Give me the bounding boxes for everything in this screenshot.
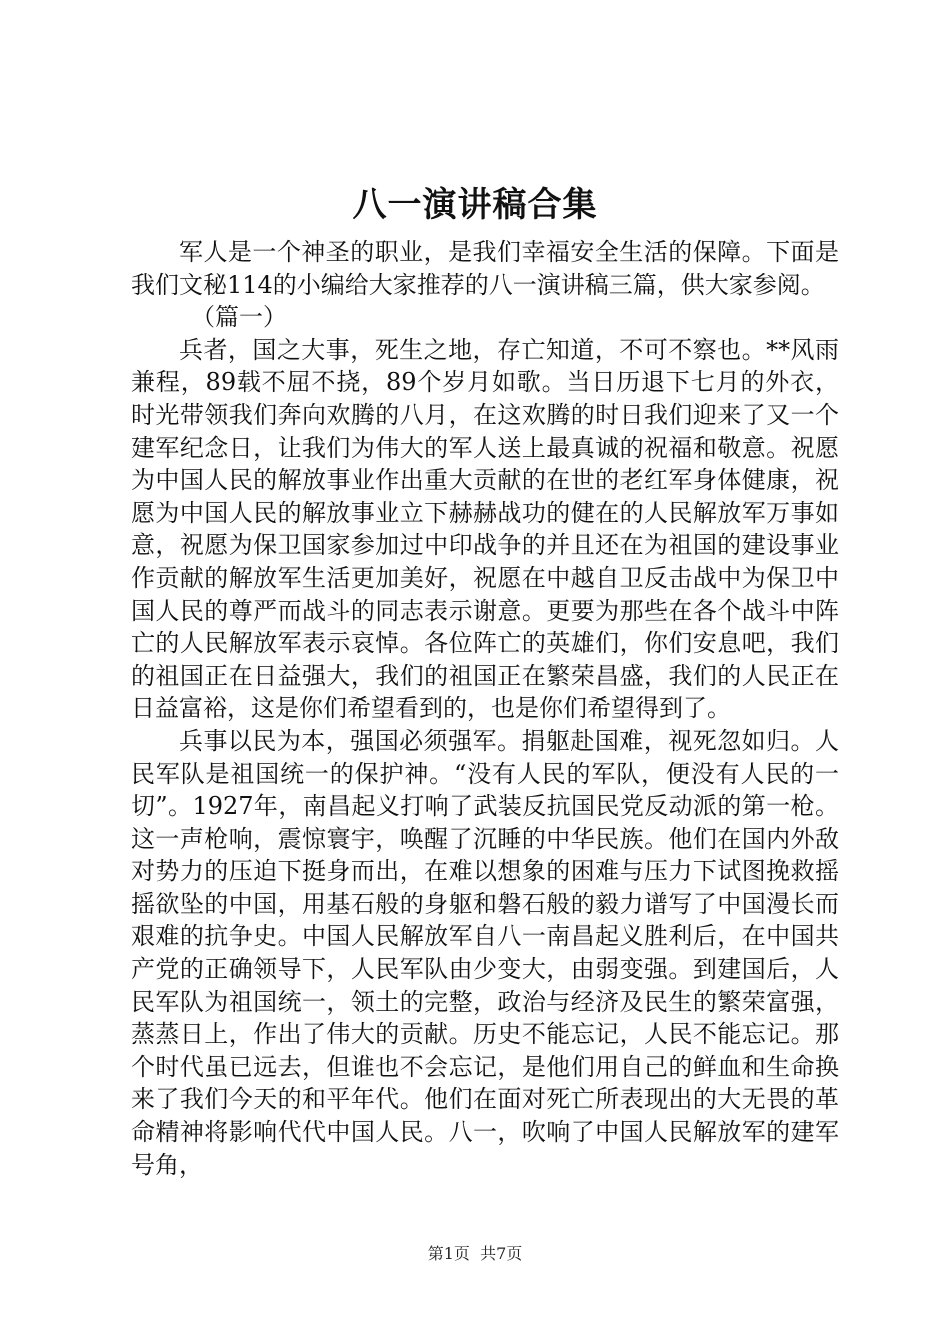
page-footer [0, 1243, 950, 1265]
body-paragraph: 兵者，国之大事，死生之地，存亡知道，不可不察也。**风雨兼程，89载不屈不挠，89个岁月如歌。当日历退下七月的外衣，时光带领我们奔向欢腾的八月，在这欢腾的时日我们迎来了又一个建军纪念日，让我们为伟大的军人送上最真诚的祝福和敬意。祝愿为中国人民的解放事业作出重大贡献的在世的老红军身体健康，祝愿为中国人民的解放事业立下赫赫战功的健在的人民解放军万事如意，祝愿为保卫国家参加过中印战争的并且还在为祖国的建设事业作贡献的解放军生活更加美好，祝愿在中越自卫反击战中为保卫中国人民的尊严而战斗的同志表示谢意。更要为那些在各个战斗中阵亡的人民解放军表示哀悼。各位阵亡的英雄们，你们安息吧，我们的祖国正在日益强大，我们的祖国正在繁荣昌盛，我们的人民正在日益富裕，这是你们希望看到的，也是你们希望得到了。 [131, 335, 839, 723]
document-title: 八一演讲稿合集 [352, 185, 598, 225]
body-paragraph: 兵事以民为本，强国必须强军。捐躯赴国难，视死忽如归。人民军队是祖国统一的保护神。“没有人民的军队，便没有人民的一切”。1927年，南昌起义打响了武装反抗国民党反动派的第一枪。这一声枪响，震惊寰宇，唤醒了沉睡的中华民族。他们在国内外敌对势力的压迫下挺身而出，在难以想象的困难与压力下试图挽救摇摇欲坠的中国，用基石般的身躯和磐石般的毅力谱写了中国漫长而艰难的抗争史。中国人民解放军自八一南昌起义胜利后，在中国共产党的正确领导下，人民军队由少变大，由弱变强。到建国后，人民军队为祖国统一，领土的完整，政治与经济及民生的繁荣富强，蒸蒸日上，作出了伟大的贡献。历史不能忘记，人民不能忘记。那个时代虽已远去，但谁也不会忘记，是他们用自己的鲜血和生命换来了我们今天的和平年代。他们在面对死亡所表现出的大无畏的革命精神将影响代代中国人民。八一，吹响了中国人民解放军的建军号角， [131, 726, 839, 1179]
current-page-number: 第1页 [427, 1244, 470, 1263]
total-pages: 共7页 [480, 1244, 523, 1263]
section-heading: （篇一） [191, 303, 287, 332]
document-body [131, 236, 839, 1181]
intro-paragraph: 军人是一个神圣的职业，是我们幸福安全生活的保障。下面是我们文秘114的小编给大家推荐的八一演讲稿三篇，供大家参阅。 [131, 238, 839, 299]
